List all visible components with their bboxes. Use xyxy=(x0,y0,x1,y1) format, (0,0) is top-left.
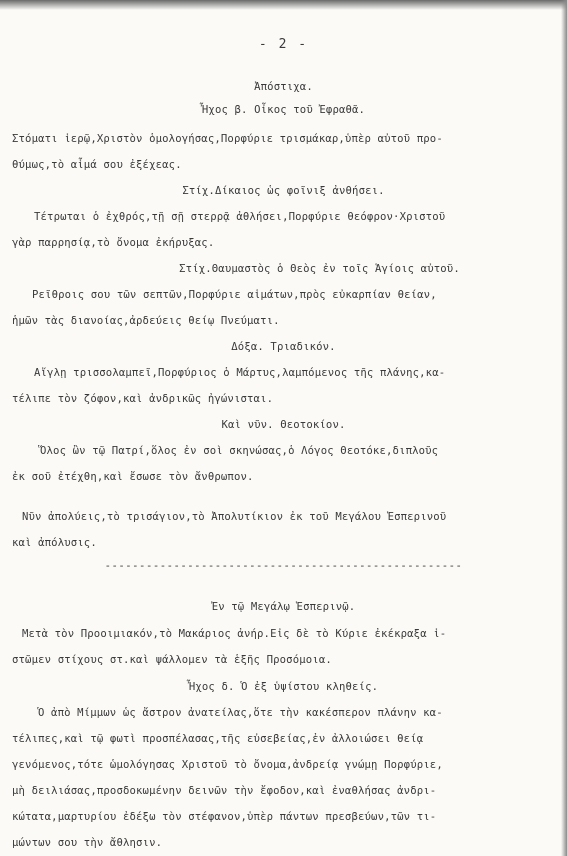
text-line: γὰρ παρρησίᾳ,τὸ ὄνομα ἐκήρυξας. xyxy=(12,237,215,249)
text-line: Αἴγλῃ τρισσολαμπεῖ,Πορφύριος ὁ Μάρτυς,λαμπόμενος τῆς πλάνης,κα- xyxy=(34,367,446,379)
mode-heading: Ἦχος δ. Ὁ ἐξ ὑψίστου κληθείς. xyxy=(188,681,379,693)
mode-heading: Ἦχος β. Οἶκος τοῦ Ἐφραθᾶ. xyxy=(201,104,366,116)
verse-heading: Στίχ.Θαυμαστὸς ὁ Θεὸς ἐν τοῖς Ἁγίοις αὐτοῦ. xyxy=(179,263,460,275)
text-line: ἡμῶν τὰς διανοίας,ἀρδεύεις θείῳ Πνεύματι. xyxy=(12,315,280,327)
text-line: Μετὰ τὸν Προοιμιακόν,τὸ Μακάριος ἀνήρ.Εἰς δὲ τὸ Κύριε ἐκέκραξα ἱ- xyxy=(22,628,447,640)
text-line: κώτατα,μαρτυρίου ἐδέξω τὸν στέφανον,ὑπὲρ πάντων πρεσβεύων,τῶν τι- xyxy=(12,811,437,823)
text-line: θύμως,τὸ αἷμά σου ἐξέχεας. xyxy=(12,159,182,171)
text-line: ἐκ σοῦ ἐτέχθη,καὶ ἔσωσε τὸν ἄνθρωπον. xyxy=(12,471,254,483)
theotokion-heading: Καὶ νῦν. Θεοτοκίον. xyxy=(221,419,346,431)
section-heading-vespers: Ἐν τῷ Μεγάλῳ Ἑσπερινῷ. xyxy=(211,601,356,613)
horizontal-rule: ---------------------------------------------------- xyxy=(104,560,463,572)
text-line: στῶμεν στίχους στ.καὶ ψάλλομεν τὰ ἑξῆς Προσόμοια. xyxy=(12,654,332,666)
text-line: Τέτρωται ὁ ἐχθρός,τῇ σῇ στερρᾷ ἀθλήσει,Πορφύριε θεόφρον·Χριστοῦ xyxy=(34,211,446,223)
text-line: Ρεῖθροις σου τῶν σεπτῶν,Πορφύριε αἱμάτων,πρὸς εὐκαρπίαν θείαν, xyxy=(32,289,437,301)
text-line: Ὅλος ὢν τῷ Πατρί,ὅλος ἐν σοὶ σκηνώσας,ὁ Λόγος Θεοτόκε,διπλοῦς xyxy=(40,445,439,457)
section-heading-aposticha: Ἀπόστιχα. xyxy=(254,81,313,93)
verse-heading: Στίχ.Δίκαιος ὡς φοῖνιξ ἀνθήσει. xyxy=(182,185,385,197)
text-line: μὴ δειλιάσας,προσδοκωμένην δεινῶν τὴν ἔφοδον,καὶ ἐναθλήσας ἀνδρι- xyxy=(12,785,437,797)
page-number: - 2 - xyxy=(258,37,309,52)
text-line: Νῦν ἀπολύεις,τὸ τρισάγιον,τὸ Ἀπολυτίκιον ἐκ τοῦ Μεγάλου Ἑσπερινοῦ xyxy=(22,511,447,523)
doxa-heading: Δόξα. Τριαδικόν. xyxy=(231,341,336,353)
text-line: μώντων σου τὴν ἄθλησιν. xyxy=(12,837,163,849)
text-line: τέλιπες,καὶ τῷ φωτὶ προσπέλασας,τῆς εὐσεβείας,ἐν ἀλλοιώσει θείᾳ xyxy=(12,733,424,745)
text-line: Στόματι ἱερῷ,Χριστὸν ὁμολογήσας,Πορφύριε τρισμάκαρ,ὑπὲρ αὐτοῦ προ- xyxy=(12,133,443,145)
text-line: τέλιπε τὸν ζόφον,καὶ ἀνδρικῶς ἠγώνισται. xyxy=(12,393,274,405)
text-line: Ὁ ἀπὸ Μίμμων ὡς ἄστρον ἀνατείλας,ὅτε τὴν κακέσπερον πλάνην κα- xyxy=(38,707,443,719)
text-line: καὶ ἀπόλυσις. xyxy=(12,537,97,549)
text-line: γενόμενος,τότε ὡμολόγησας Χριστοῦ τὸ ὄνομα,ἀνδρείᾳ γνώμῃ Πορφύριε, xyxy=(12,759,443,771)
